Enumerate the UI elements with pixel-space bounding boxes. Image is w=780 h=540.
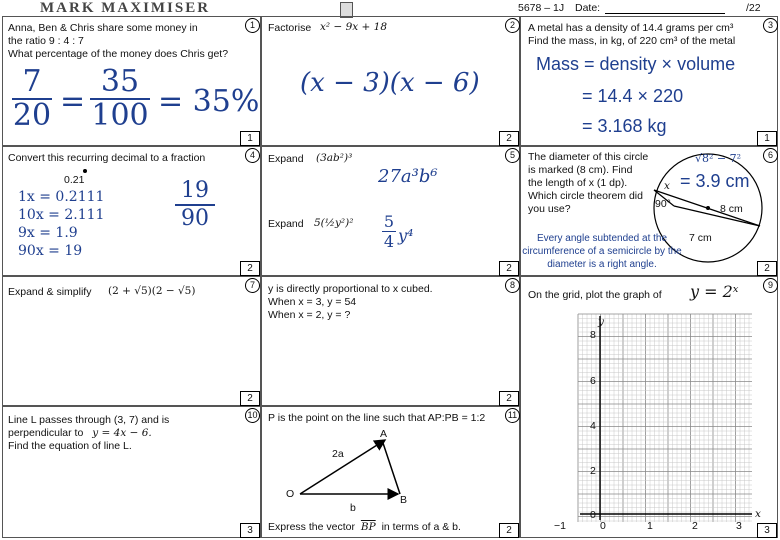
q9-ytick-4: 4 [590, 420, 596, 432]
q11-vector-b: b [350, 502, 356, 514]
q7-question: Expand & simplify [8, 286, 92, 298]
q8-number: 8 [505, 278, 520, 293]
q11-number: 11 [505, 408, 520, 423]
q7-expression: (2 + √5)(2 − √5) [108, 285, 196, 297]
q11-question: P is the point on the line such that AP:PB = 1:2 [268, 412, 486, 424]
q2-number: 2 [505, 18, 520, 33]
q5-answer-2-var: y⁴ [398, 226, 414, 245]
q11-point-a: A [380, 428, 388, 440]
worksheet-code: 5678 – 1J [518, 2, 565, 14]
q1-answer-frac2: 35 100 [91, 64, 149, 133]
q4-working: 1x = 0.2111 10x = 2.111 9x = 1.9 90x = 19 [18, 189, 105, 259]
q5-label-1: Expand [268, 153, 304, 165]
q3-number: 3 [763, 18, 778, 33]
q8-marks: 2 [499, 391, 519, 406]
q9-marks: 3 [757, 523, 777, 538]
q9-xtick-minus1: −1 [554, 520, 566, 532]
q11-point-o: O [286, 488, 295, 500]
q6-theorem: Every angle subtended at the circumference of a semicircle by the diameter is a right angle. [522, 233, 682, 270]
q11-vector-2a: 2a [332, 448, 344, 460]
q3-working-1: Mass = density × volume [536, 54, 736, 74]
q4-answer: 19 90 [175, 178, 215, 232]
q5-answer-1: 27a³b⁶ [378, 166, 438, 187]
q9-x-axis-label: x [755, 508, 761, 520]
q6-answer: = 3.9 cm [680, 171, 750, 191]
q11-point-b: B [400, 494, 408, 506]
q10-marks: 3 [240, 523, 260, 538]
q9-xtick-0: 0 [600, 520, 606, 532]
q9-xtick-2: 2 [692, 520, 698, 532]
q9-question: On the grid, plot the graph of [528, 289, 662, 301]
q2-label: Factorise [268, 22, 312, 34]
date-line [605, 13, 725, 14]
q3-working-2: = 14.4 × 220 [582, 86, 684, 106]
q1-answer-percent: = 35% [158, 84, 260, 119]
q1-number: 1 [245, 18, 260, 33]
q4-question: Convert this recurring decimal to a fraction [8, 152, 206, 164]
q1-question: Anna, Ben & Chris share some money in the ratio 9 : 4 : 7 What percentage of the money does Chris get? [8, 22, 229, 60]
q2-expression: x² − 9x + 18 [320, 21, 388, 33]
q9-ytick-2: 2 [590, 465, 596, 477]
q7-number: 7 [245, 278, 260, 293]
q1-answer-frac1: 7 20 [12, 64, 52, 133]
q3-working-3: = 3.168 kg [582, 116, 667, 136]
q3-marks: 1 [757, 131, 777, 146]
total-marks: /22 [746, 2, 761, 14]
q5-expression-2: 5(½y²)² [314, 217, 354, 229]
q2-marks: 2 [499, 131, 519, 146]
recurring-dot-icon [83, 169, 87, 173]
q3-question: A metal has a density of 14.4 grams per cm³ Find the mass, in kg, of 220 cm³ of the metal [528, 22, 736, 47]
q6-angle: 90° [655, 198, 671, 210]
q9-xtick-3: 3 [736, 520, 742, 532]
q6-side-7: 7 cm [689, 232, 712, 244]
q10-number: 10 [245, 408, 260, 423]
q6-x-label: x [664, 180, 670, 192]
q6-question: The diameter of this circle is marked (8 cm). Find the length of x (1 dp). Which circle theorem did you use? [528, 151, 649, 215]
vector-diagram [290, 430, 430, 510]
q5-label-2: Expand [268, 218, 304, 230]
q6-sqrt-working: √8² − 7² [695, 152, 742, 165]
q8-question: y is directly proportional to x cubed. When x = 3, y = 54 When x = 2, y = ? [268, 283, 433, 321]
q9-y-axis-label: y [598, 316, 604, 328]
q10-question: Line L passes through (3, 7) and is perpendicular to y = 4x − 6. Find the equation of line L. [8, 414, 170, 452]
q5-marks: 2 [499, 261, 519, 276]
worksheet-title: MARK MAXIMISER [40, 0, 211, 16]
q9-ytick-8: 8 [590, 329, 596, 341]
q9-ytick-0: 0 [590, 509, 596, 521]
q6-side-8: 8 cm [720, 203, 743, 215]
q9-xtick-1: 1 [647, 520, 653, 532]
q6-number: 6 [763, 148, 778, 163]
q9-number: 9 [763, 278, 778, 293]
q5-number: 5 [505, 148, 520, 163]
q5-expression-1: (3ab²)³ [316, 152, 353, 164]
q4-marks: 2 [240, 261, 260, 276]
q4-number: 4 [245, 148, 260, 163]
q11-marks: 2 [499, 523, 519, 538]
q2-answer: (x − 3)(x − 6) [300, 68, 480, 98]
date-label: Date: [575, 2, 601, 14]
q4-decimal: 0.21 [64, 174, 85, 186]
q1-marks: 1 [240, 131, 260, 146]
q11-instruction: Express the vector $\overline{BP}$ in terms of a & b. [268, 521, 461, 533]
q7-marks: 2 [240, 391, 260, 406]
q6-marks: 2 [757, 261, 777, 276]
graph-grid [520, 276, 778, 538]
q9-expression: y = 2ˣ [690, 282, 739, 301]
q9-ytick-6: 6 [590, 375, 596, 387]
q5-answer-2-frac: 5 4 [383, 212, 395, 251]
q1-equals: = [60, 84, 86, 119]
